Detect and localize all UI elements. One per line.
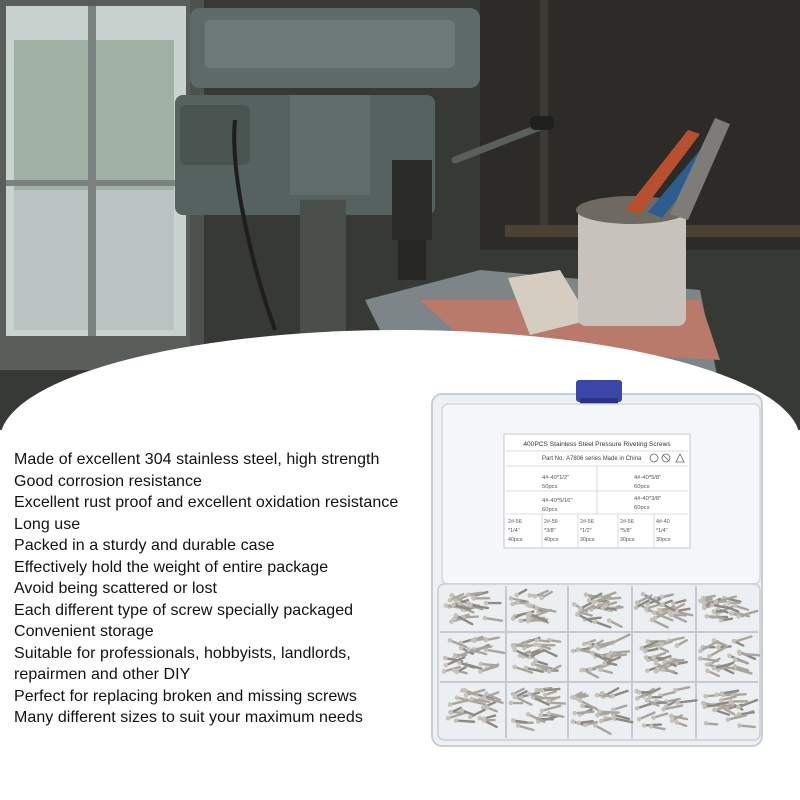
screw-head: [485, 705, 490, 710]
screw-head: [464, 693, 469, 698]
screw-head: [727, 653, 732, 658]
screw-head: [611, 716, 616, 721]
label-cell-2-size: 2#-56: [544, 519, 558, 525]
screw-head: [526, 712, 531, 717]
screw-head: [539, 688, 544, 693]
screw-head: [611, 707, 616, 712]
screw-head: [584, 592, 589, 597]
screw-head: [703, 694, 708, 699]
screw-head: [732, 603, 737, 608]
label-row-2-right-size: 4#-40*3/8": [634, 496, 662, 502]
screw-head: [449, 710, 454, 715]
screw-head: [669, 657, 674, 662]
screw-head: [533, 594, 538, 599]
screw-head: [702, 704, 707, 709]
screw-head: [737, 723, 742, 728]
screw-head: [515, 600, 520, 605]
screw-head: [482, 616, 487, 621]
screw-head: [547, 669, 552, 674]
screw-head: [451, 603, 456, 608]
screw-head: [707, 654, 712, 659]
screw-head: [644, 655, 649, 660]
screw-head: [538, 713, 543, 718]
screw-head: [466, 647, 471, 652]
screw-head: [660, 602, 665, 607]
screw-head: [636, 690, 641, 695]
screw-head: [587, 598, 592, 603]
feature-item: Made of excellent 304 stainless steel, high strength: [14, 451, 380, 468]
screw-head: [444, 663, 449, 668]
feature-item: Effectively hold the weight of entire package: [14, 558, 329, 576]
label-row-2-left-qty: 60pcs: [542, 507, 558, 513]
screw-head: [533, 642, 538, 647]
screw-head: [648, 695, 653, 700]
screw-head: [727, 601, 732, 606]
screw-head: [670, 718, 675, 723]
label-cell-3-size-b: *1/2": [580, 528, 592, 534]
screw-head: [710, 603, 715, 608]
screw-head: [603, 603, 608, 608]
screw-head: [733, 657, 738, 662]
feature-item: Good corrosion resistance: [14, 472, 203, 490]
screw-head: [736, 705, 741, 710]
screw-head: [527, 692, 532, 697]
screw-head: [448, 598, 453, 603]
screw-head: [454, 613, 459, 618]
screw-head: [675, 643, 680, 648]
screw-head: [477, 716, 482, 721]
screw-head: [527, 593, 532, 598]
screw-head: [595, 713, 600, 718]
screw-head: [712, 666, 717, 671]
screw-head: [455, 696, 460, 701]
screw-head: [463, 688, 468, 693]
screw-head: [634, 605, 639, 610]
screw-head: [539, 596, 544, 601]
screw-head: [484, 601, 489, 606]
part-no-value: A7806 series Made in China: [566, 456, 642, 462]
screw-head: [540, 708, 545, 713]
screw-head: [645, 639, 650, 644]
screw: [481, 664, 498, 666]
screw-head: [529, 604, 534, 609]
label-row-2-right-qty: 60pcs: [634, 505, 650, 511]
label-cell-1-qty: 40pcs: [508, 537, 523, 543]
screw-head: [704, 721, 709, 726]
screw-head: [546, 711, 551, 716]
screw-head: [705, 662, 710, 667]
screw-head: [660, 642, 665, 647]
screw-head: [580, 704, 585, 709]
screw-head: [660, 594, 665, 599]
screw-head: [593, 619, 598, 624]
screw-head: [635, 600, 640, 605]
screw-head: [736, 614, 741, 619]
screw-head: [478, 669, 483, 674]
screw-head: [482, 695, 487, 700]
screw-head: [609, 651, 614, 656]
screw-head: [534, 606, 539, 611]
label-row-1-left-size: 4#-40*1/2": [542, 475, 570, 481]
screw-head: [675, 700, 680, 705]
screw-head: [511, 616, 516, 621]
screw-head: [512, 665, 517, 670]
screw-head: [459, 708, 464, 713]
screw-head: [607, 618, 612, 623]
screw-head: [449, 593, 454, 598]
screw-head: [637, 717, 642, 722]
screw-head: [454, 718, 459, 723]
label-cell-1-size: 2#-56: [508, 519, 522, 525]
screw-head: [468, 603, 473, 608]
screw-head: [719, 698, 724, 703]
screw: [611, 651, 629, 652]
feature-item: Avoid being scattered or lost: [14, 580, 218, 597]
screw-head: [698, 656, 703, 661]
feature-item: Convenient storage: [14, 623, 154, 640]
screw-head: [642, 723, 647, 728]
screw-head: [509, 596, 514, 601]
screw-head: [587, 641, 592, 646]
screw-head: [526, 619, 531, 624]
screw-head: [729, 699, 734, 704]
screw-head: [478, 662, 483, 667]
screw-head: [571, 649, 576, 654]
screw-head: [644, 606, 649, 611]
screw-head: [578, 698, 583, 703]
label-cell-5-size-b: *1/4": [656, 528, 668, 534]
screw-head: [442, 669, 447, 674]
screw: [740, 654, 759, 656]
screw: [548, 703, 565, 704]
screw-head: [510, 602, 515, 607]
screw-head: [444, 603, 449, 608]
screw-head: [714, 692, 719, 697]
screw-head: [508, 701, 513, 706]
feature-item: Long use: [14, 515, 81, 533]
screw-head: [571, 719, 576, 724]
screw-head: [600, 691, 605, 696]
screw-head: [446, 716, 451, 721]
part-no-caption: Part No.: [542, 456, 565, 462]
label-cell-2-size-b: *3/8": [544, 528, 556, 534]
screw-head: [713, 708, 718, 713]
label-row-1-right-qty: 60pcs: [634, 484, 650, 490]
screw: [575, 712, 594, 713]
label-cell-2-qty: 40pcs: [544, 537, 559, 543]
screw-head: [453, 598, 458, 603]
label-cell-5-size: 4#-40: [656, 519, 670, 525]
feature-item: Perfect for replacing broken and missing screws: [14, 687, 357, 705]
screw-head: [674, 720, 679, 725]
label-row-2-left-size: 4#-40*5/16": [542, 498, 573, 504]
screw-head: [653, 616, 658, 621]
screw-head: [459, 646, 464, 651]
screw-head: [737, 651, 742, 656]
screw-head: [599, 719, 604, 724]
screw-head: [582, 642, 587, 647]
screw-head: [512, 648, 517, 653]
screw-head: [473, 638, 478, 643]
screw-head: [596, 646, 601, 651]
label-title: 400PCS Stainless Steel Pressure Riveting Screws: [523, 441, 671, 448]
screw-storage-case: [428, 378, 768, 748]
screw-head: [671, 601, 676, 606]
screw-head: [701, 596, 706, 601]
screw-head: [652, 610, 657, 615]
screw-head: [705, 614, 710, 619]
screw-head: [534, 638, 539, 643]
label-cell-4-size: 2#-56: [620, 519, 634, 525]
screw-head: [645, 668, 650, 673]
screw-head: [482, 716, 487, 721]
screw-head: [661, 668, 666, 673]
label-cell-4-qty: 30pcs: [620, 537, 635, 543]
screw-head: [714, 600, 719, 605]
label-cell-4-size-b: *5/8": [620, 528, 632, 534]
label-cell-3-qty: 30pcs: [580, 537, 595, 543]
screw-head: [641, 592, 646, 597]
screw-head: [528, 611, 533, 616]
screw-head: [669, 613, 674, 618]
screw-head: [592, 600, 597, 605]
screw: [542, 689, 560, 691]
screw-head: [514, 593, 519, 598]
screw: [456, 721, 474, 722]
feature-item: Packed in a sturdy and durable case: [14, 537, 275, 554]
screw-head: [511, 718, 516, 723]
screw-head: [576, 647, 581, 652]
screw-head: [448, 638, 453, 643]
label-cell-5-qty: 30pcs: [656, 537, 671, 543]
screw-head: [732, 639, 737, 644]
screw-head: [610, 694, 615, 699]
feature-item: Excellent rust proof and excellent oxidation resistance: [14, 494, 399, 511]
screw-head: [518, 618, 523, 623]
feature-item: Many different sizes to suit your maximum needs: [14, 709, 363, 726]
screw-head: [576, 721, 581, 726]
screw-head: [669, 714, 674, 719]
screw-head: [537, 643, 542, 648]
label-row-1-left-qty: 50pcs: [542, 484, 558, 490]
screw-head: [483, 638, 488, 643]
screw-head: [661, 707, 666, 712]
screw-head: [471, 596, 476, 601]
screw-head: [635, 696, 640, 701]
feature-list: [14, 449, 434, 729]
screw-head: [598, 667, 603, 672]
screw-head: [531, 662, 536, 667]
screw-head: [572, 711, 577, 716]
feature-item: Suitable for professionals, hobbyists, landlords,: [14, 644, 351, 662]
screw-head: [602, 661, 607, 666]
screw-head: [572, 695, 577, 700]
screw-head: [534, 688, 539, 693]
screw-head: [712, 609, 717, 614]
screw-head: [543, 693, 548, 698]
screw-head: [726, 717, 731, 722]
screw-head: [698, 649, 703, 654]
screw-head: [673, 688, 678, 693]
screw-head: [466, 592, 471, 597]
screw-head: [649, 724, 654, 729]
screw-head: [453, 653, 458, 658]
screw: [707, 616, 723, 617]
screw-head: [651, 715, 656, 720]
screw-head: [702, 604, 707, 609]
screw-head: [654, 659, 659, 664]
screw-head: [575, 612, 580, 617]
screw-head: [590, 651, 595, 656]
screw-head: [581, 667, 586, 672]
screw-head: [455, 670, 460, 675]
label-cell-3-size: 2#-56: [580, 519, 594, 525]
screw-head: [468, 715, 473, 720]
screw-head: [639, 646, 644, 651]
screw-head: [635, 706, 640, 711]
label-row-1-right-size: 4#-40*5/8": [634, 475, 662, 481]
screw-head: [469, 697, 474, 702]
label-cell-1-size-b: *1/4": [508, 528, 520, 534]
screw-head: [729, 611, 734, 616]
screw-head: [595, 693, 600, 698]
screw-head: [443, 656, 448, 661]
screw-head: [572, 602, 577, 607]
screw-head: [516, 723, 521, 728]
screw-head: [720, 691, 725, 696]
feature-item: Each different type of screw specially packaged: [14, 601, 354, 619]
screw-head: [448, 702, 453, 707]
screw-head: [513, 695, 518, 700]
screw-head: [643, 649, 648, 654]
screw-head: [705, 669, 710, 674]
screw-head: [655, 667, 660, 672]
feature-item: repairmen and other DIY: [14, 666, 191, 683]
